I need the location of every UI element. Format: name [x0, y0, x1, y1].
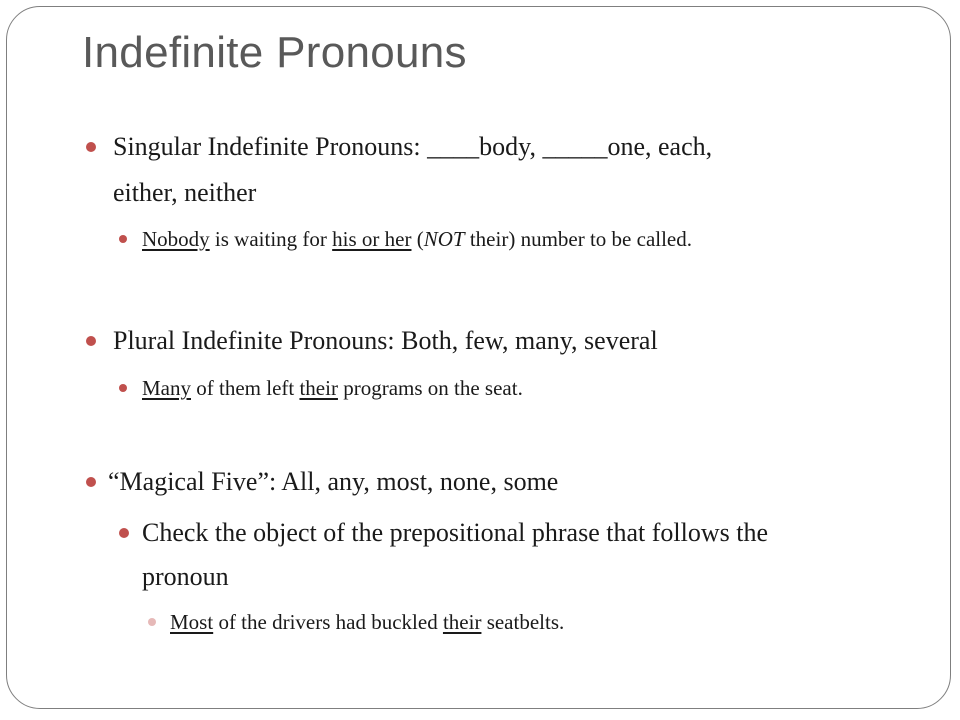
- bullet-dot: [86, 142, 96, 152]
- example-possessive: his or her: [332, 227, 412, 251]
- example-text: of them left: [191, 376, 300, 400]
- bullet-dot: [148, 618, 156, 626]
- example-text: seatbelts.: [481, 610, 565, 634]
- example-pronoun: Most: [170, 610, 214, 634]
- bullet-dot: [119, 528, 129, 538]
- plural-heading: Plural Indefinite Pronouns: Both, few, many, several: [113, 326, 658, 355]
- magical-sub-line1: Check the object of the prepositional phrase that follows the: [142, 518, 768, 547]
- bullet-dot: [86, 477, 96, 487]
- example-text: of the drivers had buckled: [213, 610, 443, 634]
- slide-title: Indefinite Pronouns: [82, 28, 467, 77]
- plural-example: [142, 373, 523, 403]
- example-possessive: their: [299, 376, 338, 400]
- magical-sub-line2: pronoun: [142, 562, 229, 591]
- singular-heading-line2: either, neither: [113, 178, 257, 207]
- example-text: their) number to be called.: [464, 227, 693, 251]
- magical-example: [170, 607, 564, 637]
- example-pronoun: Many: [142, 376, 191, 400]
- example-emphasis: NOT: [423, 227, 465, 251]
- example-text: programs on the seat.: [337, 376, 523, 400]
- singular-heading-line1: Singular Indefinite Pronouns: ____body, _____one, each,: [113, 132, 713, 161]
- singular-example: [142, 224, 692, 254]
- example-text: (: [411, 227, 424, 251]
- bullet-dot: [119, 384, 127, 392]
- example-pronoun: Nobody: [142, 227, 210, 251]
- bullet-dot: [119, 235, 127, 243]
- example-text: is waiting for: [209, 227, 333, 251]
- magical-heading: “Magical Five”: All, any, most, none, some: [108, 467, 559, 496]
- example-possessive: their: [442, 610, 482, 634]
- bullet-dot: [86, 336, 96, 346]
